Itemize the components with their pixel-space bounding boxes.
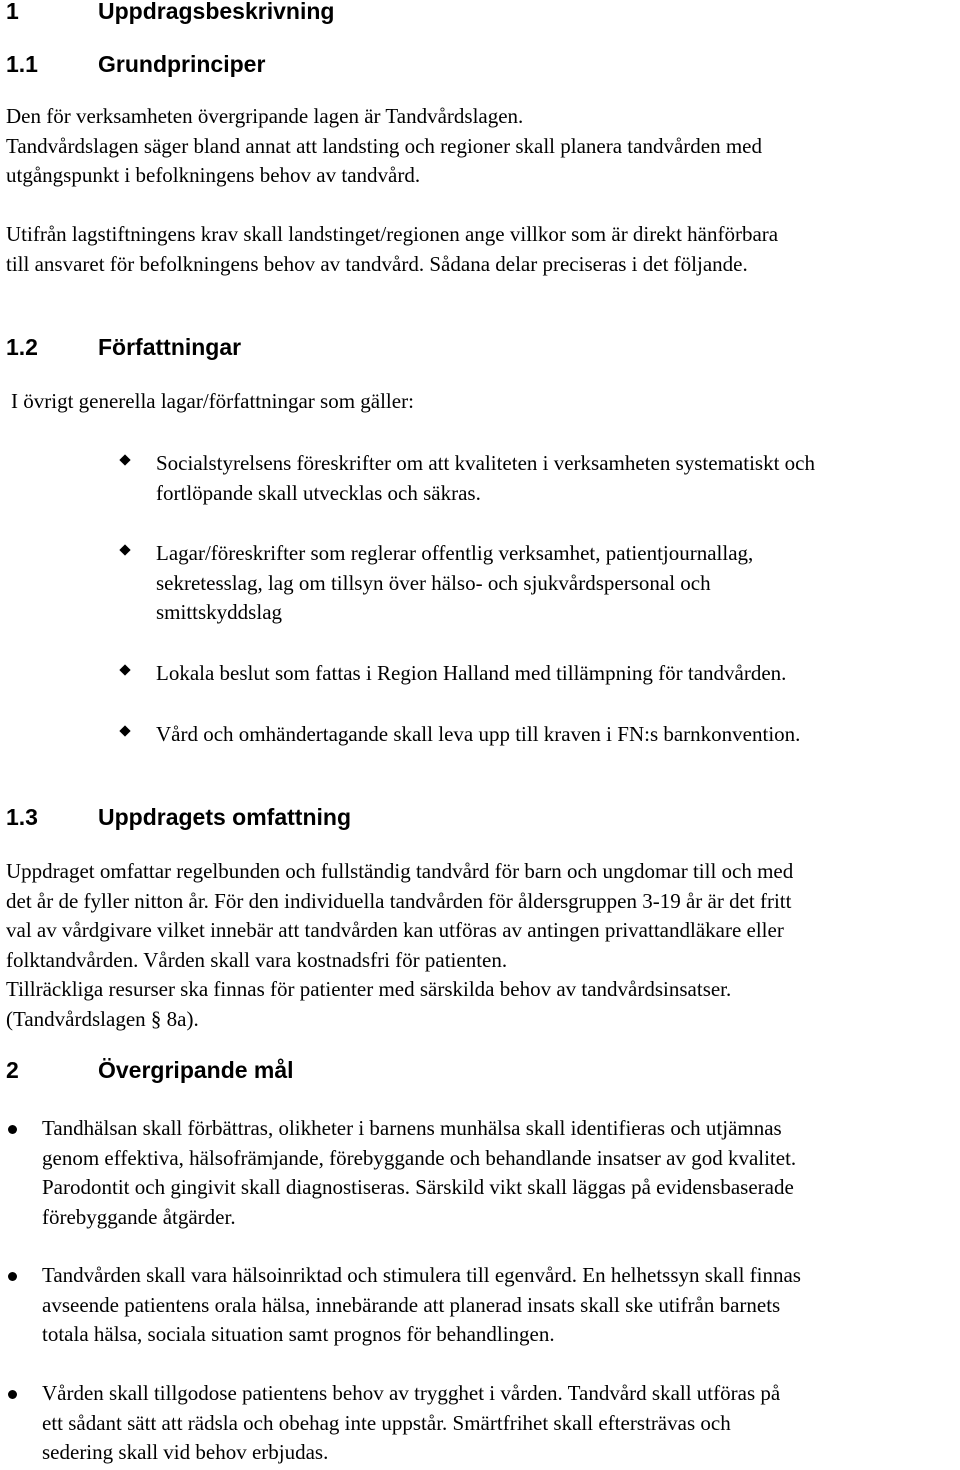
text-line: folktandvården. Vården skall vara kostnadsfri för patienten. bbox=[6, 947, 508, 972]
section-number: 2 bbox=[6, 1057, 19, 1083]
text-line: utgångspunkt i befolkningens behov av tandvård. bbox=[6, 163, 421, 187]
subsection-heading-1-2 bbox=[6, 333, 242, 361]
subsection-title: Uppdragets omfattning bbox=[98, 804, 351, 830]
subsection-title: Författningar bbox=[98, 334, 242, 360]
diamond-bullet-icon bbox=[119, 664, 130, 675]
text-line: fortlöpande skall utvecklas och säkras. bbox=[156, 480, 481, 505]
list-item bbox=[156, 720, 956, 750]
subsection-title: Grundprinciper bbox=[98, 51, 266, 77]
text-line: Tandvården skall vara hälsoinriktad och stimulera till egenvård. En helhetssyn skall finnas bbox=[42, 1263, 801, 1287]
text-line: Utifrån lagstiftningens krav skall landstinget/regionen ange villkor som är direkt hänförbara bbox=[6, 222, 779, 246]
text-line: Vård och omhändertagande skall leva upp till kraven i FN:s barnkonvention. bbox=[156, 722, 801, 746]
text-line: Parodontit och gingivit skall diagnostiseras. Särskild vikt skall läggas på evidensbaserade bbox=[42, 1175, 794, 1199]
paragraph-intro bbox=[11, 387, 414, 417]
text-line: val av vårdgivare vilket innebär att tandvården kan utföras av antingen privattandläkare eller bbox=[6, 918, 784, 942]
section-heading-2 bbox=[6, 1056, 294, 1084]
text-line: sedering skall vid behov erbjudas. bbox=[42, 1440, 329, 1464]
text-line: I övrigt generella lagar/författningar som gäller: bbox=[11, 389, 414, 413]
text-line: förebyggande åtgärder. bbox=[42, 1204, 236, 1229]
bullet-dot-icon bbox=[8, 1125, 17, 1134]
paragraph-omfattning bbox=[6, 857, 793, 1034]
text-line: Tillräckliga resurser ska finnas för patienter med särskilda behov av tandvårdsinsatser. bbox=[6, 977, 732, 1001]
subsection-number: 1.3 bbox=[6, 804, 38, 830]
text-line: ett sådant sätt att rädsla och obehag inte uppstår. Smärtfrihet skall eftersträvas och bbox=[42, 1410, 731, 1435]
text-line: sekretesslag, lag om tillsyn över hälso- och sjukvårdspersonal och bbox=[156, 570, 711, 595]
text-line: Socialstyrelsens föreskrifter om att kvaliteten i verksamheten systematiskt och bbox=[156, 451, 815, 475]
list-item bbox=[156, 539, 956, 628]
text-line: totala hälsa, sociala situation samt prognos för behandlingen. bbox=[42, 1322, 555, 1346]
subsection-heading-1-1 bbox=[6, 50, 266, 78]
list-item bbox=[156, 449, 956, 508]
text-line: Lagar/föreskrifter som reglerar offentlig verksamhet, patientjournallag, bbox=[156, 541, 754, 565]
list-item bbox=[42, 1114, 960, 1232]
section-title: Uppdragsbeskrivning bbox=[98, 0, 335, 24]
text-line: till ansvaret för befolkningens behov av tandvård. Sådana delar preciseras i det följande. bbox=[6, 251, 748, 276]
text-line: smittskyddslag bbox=[156, 600, 283, 624]
section-heading-1 bbox=[6, 0, 335, 25]
section-title: Övergripande mål bbox=[98, 1057, 294, 1083]
bullet-dot-icon bbox=[8, 1390, 17, 1399]
paragraph-lagen bbox=[6, 102, 762, 191]
bullet-dot-icon bbox=[8, 1272, 17, 1281]
text-line: Vården skall tillgodose patientens behov av trygghet i vården. Tandvård skall utföras på bbox=[42, 1381, 781, 1405]
list-item bbox=[42, 1379, 960, 1468]
text-line: Tandhälsan skall förbättras, olikheter i barnens munhälsa skall identifieras och utjämnas bbox=[42, 1116, 782, 1140]
diamond-bullet-icon bbox=[119, 725, 130, 736]
subsection-number: 1.2 bbox=[6, 334, 38, 360]
diamond-bullet-icon bbox=[119, 454, 130, 465]
subsection-heading-1-3 bbox=[6, 803, 351, 831]
subsection-number: 1.1 bbox=[6, 51, 38, 77]
list-item bbox=[42, 1261, 960, 1350]
list-item bbox=[156, 659, 956, 689]
text-line: Den för verksamheten övergripande lagen är Tandvårdslagen. bbox=[6, 104, 524, 128]
section-number: 1 bbox=[6, 0, 19, 24]
text-line: Uppdraget omfattar regelbunden och fullständig tandvård för barn och ungdomar till och med bbox=[6, 859, 794, 883]
text-line: det år de fyller nitton år. För den individuella tandvården för åldersgruppen 3-19 år är det fritt bbox=[6, 888, 792, 913]
text-line: Tandvårdslagen säger bland annat att landsting och regioner skall planera tandvården med bbox=[6, 133, 762, 158]
text-line: genom effektiva, hälsofrämjande, förebyggande och behandlande insatser av god kvalitet. bbox=[42, 1145, 797, 1170]
diamond-bullet-icon bbox=[119, 544, 130, 555]
text-line: avseende patientens orala hälsa, innebärande att planerad insats skall ske utifrån barnets bbox=[42, 1292, 781, 1317]
text-line: Lokala beslut som fattas i Region Halland med tillämpning för tandvården. bbox=[156, 661, 787, 685]
text-line: (Tandvårdslagen § 8a). bbox=[6, 1006, 199, 1031]
paragraph-lagstiftning bbox=[6, 220, 778, 279]
